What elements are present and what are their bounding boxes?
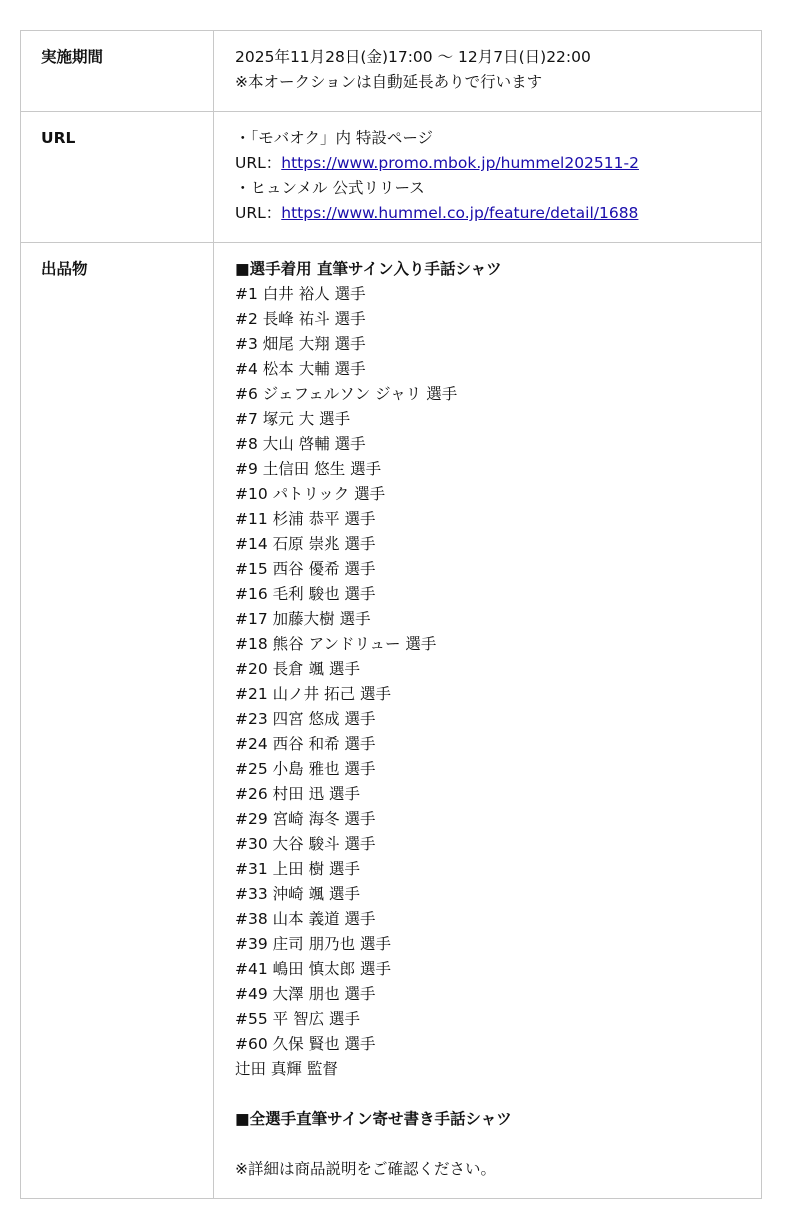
player-list-item: #20 長倉 颯 選手 <box>235 660 360 678</box>
url-value <box>214 112 762 243</box>
url-label: URL <box>21 112 214 243</box>
player-list-item: #14 石原 崇兆 選手 <box>235 535 376 553</box>
hummel-url-line <box>235 201 741 226</box>
period-value <box>214 31 762 112</box>
player-list-item: #49 大澤 朋也 選手 <box>235 985 376 1003</box>
url-row <box>21 112 762 243</box>
items-value <box>214 243 762 1199</box>
player-list-item: #7 塚元 大 選手 <box>235 410 351 428</box>
player-list <box>235 282 741 1082</box>
player-list-item: #55 平 智広 選手 <box>235 1010 360 1028</box>
player-list-item: #16 毛利 駿也 選手 <box>235 585 376 603</box>
player-list-item: #21 山ノ井 拓己 選手 <box>235 685 391 703</box>
player-list-item: #25 小島 雅也 選手 <box>235 760 376 778</box>
player-list-item: #8 大山 啓輔 選手 <box>235 435 366 453</box>
url-prefix: URL： <box>235 154 282 172</box>
player-list-item: #2 長峰 祐斗 選手 <box>235 310 366 328</box>
mobaoku-url-link[interactable]: https://www.promo.mbok.jp/hummel202511-2 <box>281 154 639 172</box>
player-list-item: #29 宮崎 海冬 選手 <box>235 810 376 828</box>
items-row <box>21 243 762 1199</box>
signed-shirt-heading: ■選手着用 直筆サイン入り手話シャツ <box>235 260 502 278</box>
url-prefix: URL： <box>235 204 282 222</box>
player-list-item: #39 庄司 朋乃也 選手 <box>235 935 391 953</box>
details-note: ※詳細は商品説明をご確認ください。 <box>235 1160 496 1178</box>
player-list-item: #38 山本 義道 選手 <box>235 910 376 928</box>
period-note: ※本オークションは自動延長ありで行います <box>235 73 543 91</box>
player-list-item: #3 畑尾 大翔 選手 <box>235 335 366 353</box>
player-list-item: #24 西谷 和希 選手 <box>235 735 376 753</box>
player-list-item: #60 久保 賢也 選手 <box>235 1035 376 1053</box>
player-list-item: #1 白井 裕人 選手 <box>235 285 366 303</box>
player-list-item: #15 西谷 優希 選手 <box>235 560 376 578</box>
team-signed-shirt-heading: ■全選手直筆サイン寄せ書き手話シャツ <box>235 1110 512 1128</box>
period-dates: 2025年11月28日(金)17:00 〜 12月7日(日)22:00 <box>235 48 591 66</box>
player-list-item: #4 松本 大輔 選手 <box>235 360 366 378</box>
player-list-item: #26 村田 迅 選手 <box>235 785 360 803</box>
items-label: 出品物 <box>21 243 214 1199</box>
player-list-item: #10 パトリック 選手 <box>235 485 386 503</box>
player-list-item: #30 大谷 駿斗 選手 <box>235 835 376 853</box>
player-list-item: #23 四宮 悠成 選手 <box>235 710 376 728</box>
player-list-item: #6 ジェフェルソン ジャリ 選手 <box>235 385 458 403</box>
player-list-item: #41 嶋田 慎太郎 選手 <box>235 960 391 978</box>
player-list-item: 辻田 真輝 監督 <box>235 1060 338 1078</box>
player-list-item: #9 土信田 悠生 選手 <box>235 460 382 478</box>
mobaoku-page-title: ・「モバオク」内 特設ページ <box>235 129 434 147</box>
period-label: 実施期間 <box>21 31 214 112</box>
player-list-item: #11 杉浦 恭平 選手 <box>235 510 376 528</box>
player-list-item: #33 沖崎 颯 選手 <box>235 885 360 903</box>
mobaoku-url-line <box>235 151 741 176</box>
player-list-item: #18 熊谷 アンドリュー 選手 <box>235 635 437 653</box>
spacer <box>235 1132 741 1157</box>
player-list-item: #17 加藤大樹 選手 <box>235 610 371 628</box>
hummel-release-title: ・ヒュンメル 公式リリース <box>235 179 425 197</box>
auction-info-table <box>20 30 762 1199</box>
spacer <box>235 1082 741 1107</box>
player-list-item: #31 上田 樹 選手 <box>235 860 360 878</box>
hummel-url-link[interactable]: https://www.hummel.co.jp/feature/detail/1688 <box>281 204 639 222</box>
period-row <box>21 31 762 112</box>
